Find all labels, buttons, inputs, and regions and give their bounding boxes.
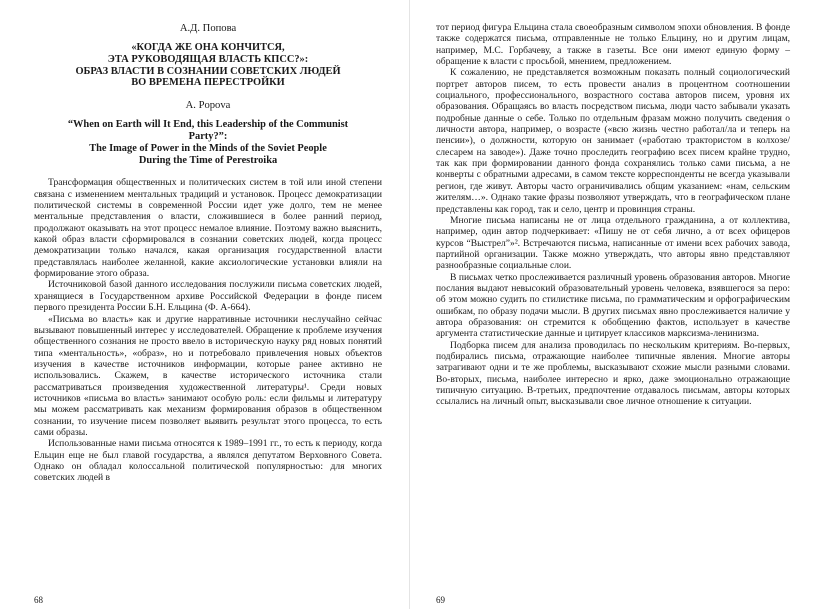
- title-en-line: “When on Earth will It End, this Leadership of the Communist: [67, 119, 349, 131]
- title-ru-line: ВО ВРЕМЕНА ПЕРЕСТРОЙКИ: [131, 77, 285, 89]
- title-en-line: During the Time of Perestroika: [138, 154, 278, 166]
- right-page: [410, 0, 820, 609]
- paragraph: «Письма во власть» как и другие нарративные источники неслучайно сейчас вызывают повышенный интерес у исследователей. Обращение к проблеме изучения общественного сознания не просто ввело в историческую науку ряд новых понятий типа «ментальность», «образ», но и потребовало привлечения новых объектов изучения в качестве источников информации, которые ранее активно не использовались. Скажем, в качестве исторического источника стали рассматриваться произведения художественной литературы¹. Среди новых источников «письма во власть» занимают особую роль: если фильмы и литературу мы можем рассматривать как механизм формирования образов в общественном сознании, то изучение писем позволяет выявить результат этого процесса, то есть сами образы.: [34, 313, 382, 438]
- title-en-line: Party?”:: [188, 130, 228, 142]
- article-title-ru: [34, 42, 382, 89]
- author-en: A. Popova: [185, 100, 231, 112]
- paragraph: Многие письма написаны не от лица отдельного гражданина, а от коллектива, например, один автор подчеркивает: «Пишу не от себя лично, а от всех офицеров курсов “Выстрел”»². Встречаются письма, написанные от имени всех рабочих завода, партийной организации. Также можно утверждать, что авторы явно представляют разнообразные социальные слои.: [436, 214, 790, 272]
- article-title-en: [34, 119, 382, 166]
- title-en-line: The Image of Power in the Minds of the Soviet People: [89, 142, 327, 154]
- title-ru-line: «КОГДА ЖЕ ОНА КОНЧИТСЯ,: [131, 42, 285, 53]
- paragraph-continued: тот период фигура Ельцина стала своеобразным символом эпохи обновления. В фонде также содержатся письма, отправленные не только Ельцину, но и другим лицам, например, М.С. Горбачеву, а также в газеты. Все они имеют единую форму – обращение к власти с просьбой, мнением, предложением.: [436, 22, 790, 68]
- left-body-text: [34, 177, 382, 483]
- paragraph: Использованные нами письма относятся к 1989–1991 гг., то есть к периоду, когда Ельцин еще не был главой государства, а являлся депутатом Верховного Совета. Однако он обладал колоссальной политической популярностью: для многих советских людей в: [34, 438, 382, 484]
- title-ru-line: ЭТА РУКОВОДЯЩАЯ ВЛАСТЬ КПСС?»:: [107, 53, 309, 65]
- paragraph: К сожалению, не представляется возможным показать полный социологический портрет авторов писем, то есть провести анализ в процентном соотношении социального, профессионального, возрастного состава авторов писем, уровня их образования. Обращаясь во власть посредством письма, люди часто забывали указать подробные данные о себе. Только по отдельным фразам можно получить сведения о личности автора, например, о возрасте («всю жизнь честно работал/ла и теперь на пенсии»), о должности, которую он занимает («работаю трактористом в колхозе/слесарем на заводе»). Даже точно проследить географию всех писем крайне трудно, так как при формировании данного фонда сохранялись только сами письма, а не конверты с обратными адресами, в самом тексте корреспонденты не всегда указывали регион, где живут. Авторы часто ограничивались общим указанием: «нам, сельским жителям…». Однако такие фразы позволяют утверждать, что в географическом плане представлены как город, так и село, центр и провинция страны.: [436, 67, 790, 215]
- paragraph: Подборка писем для анализа проводилась по нескольким критериям. Во-первых, подбирались письма, отражающие наиболее типичные явления. Многие авторы затрагивают одни и те же проблемы, высказывают схожие мысли разными словами. Во-вторых, письма, наиболее интересно и ярко, даже эмоционально отражающие типичную ситуацию. В-третьих, предпочтение отдавалось письмам, авторы которых ссылались на личный опыт, высказывали свое личное отношение к ситуации.: [436, 339, 790, 408]
- author-ru: А.Д. Попова: [179, 23, 237, 34]
- paragraph: Источниковой базой данного исследования послужили письма советских людей, хранящиеся в Государственном архиве Российской Федерации в фонде писем первого президента России Б.Н. Ельцина (Ф. А-664).: [34, 279, 382, 314]
- title-ru-line: ОБРАЗ ВЛАСТИ В СОЗНАНИИ СОВЕТСКИХ ЛЮДЕЙ: [75, 65, 341, 77]
- page-number-left: 68: [34, 595, 43, 605]
- paragraph: В письмах четко прослеживается различный уровень образования авторов. Многие послания выдают невысокий образовательный уровень человека, взявшегося за перо: об этом можно судить по стилистике письма, по грамматическим и орфографическим ошибкам, по образу подачи мысли. В других письмах явно прослеживается наличие у автора образования: он стремится к обобщению фактов, использует в качестве аргумента статистические данные и цитирует классиков марксизма-ленинизма.: [436, 271, 790, 340]
- page-number-right: 69: [436, 595, 445, 605]
- right-body-text: [436, 22, 790, 408]
- paragraph: Трансформация общественных и политических систем в той или иной степени связана с изменением ментальных традиций и установок. Процесс демократизации политической системы в современной России идет уже долго, тем не менее ментальные представления о власти, сложившиеся в более ранний период, продолжают оказывать на этот процесс немалое влияние. Поэтому важно выяснить, какой образ власти сформировался в сознании советских людей, когда процесс демократизации только начался, какая организация государственной власти представлялась наиболее желанной, какие аксиологические установки влияли на формирование этого образа.: [34, 177, 382, 280]
